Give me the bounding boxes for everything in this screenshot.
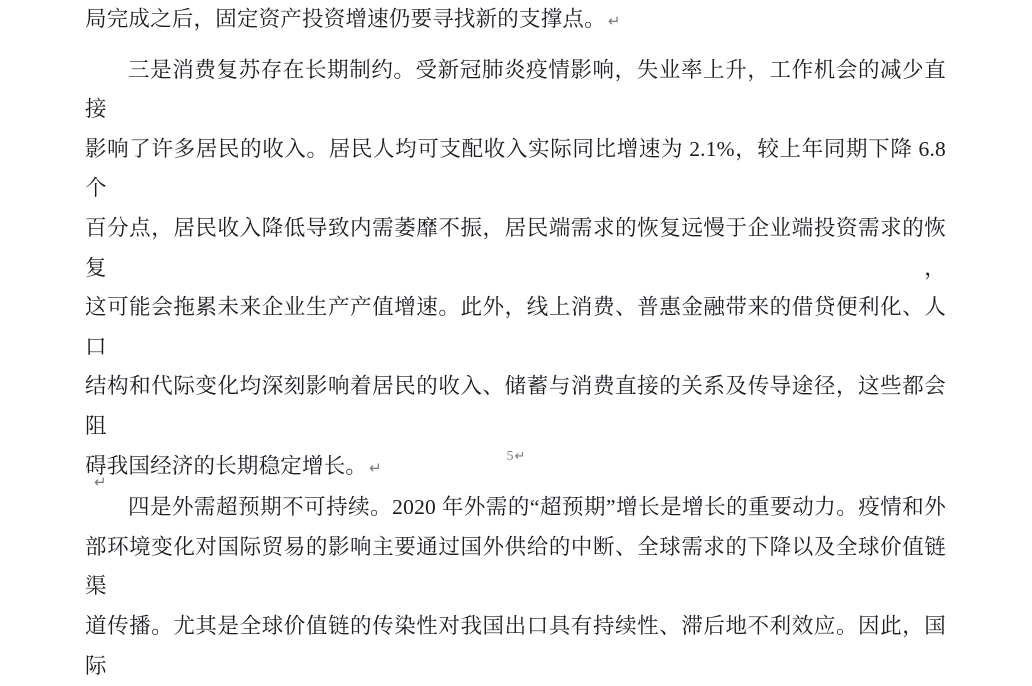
paragraph-mark-icon: ↵ <box>607 12 621 30</box>
page-number-value: 5 <box>506 449 514 464</box>
text-line: 三是消费复苏存在长期制约。受新冠肺炎疫情影响，失业率上升，工作机会的减少直接 <box>85 57 946 122</box>
text-line <box>85 0 946 42</box>
text-line: 这可能会拖累未来企业生产产值增速。此外，线上消费、普惠金融带来的借贷便利化、人口 <box>85 295 946 359</box>
paragraph <box>85 0 946 42</box>
text-line: 部环境变化对国际贸易的影响主要通过国外供给的中断、全球需求的下降以及全球价值链渠 <box>85 534 946 599</box>
document-body[interactable] <box>85 0 946 686</box>
paragraph-mark-icon: ↵ <box>369 458 382 477</box>
paragraph <box>85 51 946 489</box>
text-line: 结构和代际变化均深刻影响着居民的收入、储蓄与消费直接的关系及传导途径，这些都会阻 <box>85 374 946 438</box>
text-line-content: 局完成之后，固定资产投资增速仍要寻找新的支撑点。 <box>85 7 606 31</box>
text-line: 影响了许多居民的收入。居民人均可支配收入实际同比增速为 2.1%，较上年同期下降 6.8 个 <box>85 136 946 201</box>
paragraph-mark-icon: ↵ <box>94 473 107 491</box>
paragraph <box>85 488 946 686</box>
text-line: 百分点，居民收入降低导致内需萎靡不振，居民端需求的恢复远慢于企业端投资需求的恢复， <box>85 215 946 280</box>
text-line-content: 碍我国经济的长期稳定增长。 <box>85 453 368 478</box>
text-line: 四是外需超预期不可持续。2020 年外需的“超预期”增长是增长的重要动力。疫情和外 <box>128 495 946 520</box>
page-number <box>0 448 1032 466</box>
text-line: 道传播。尤其是全球价值链的传染性对我国出口具有持续性、滞后地不利效应。因此，国际 <box>85 613 946 678</box>
paragraph-mark-icon: ↵ <box>514 449 526 464</box>
